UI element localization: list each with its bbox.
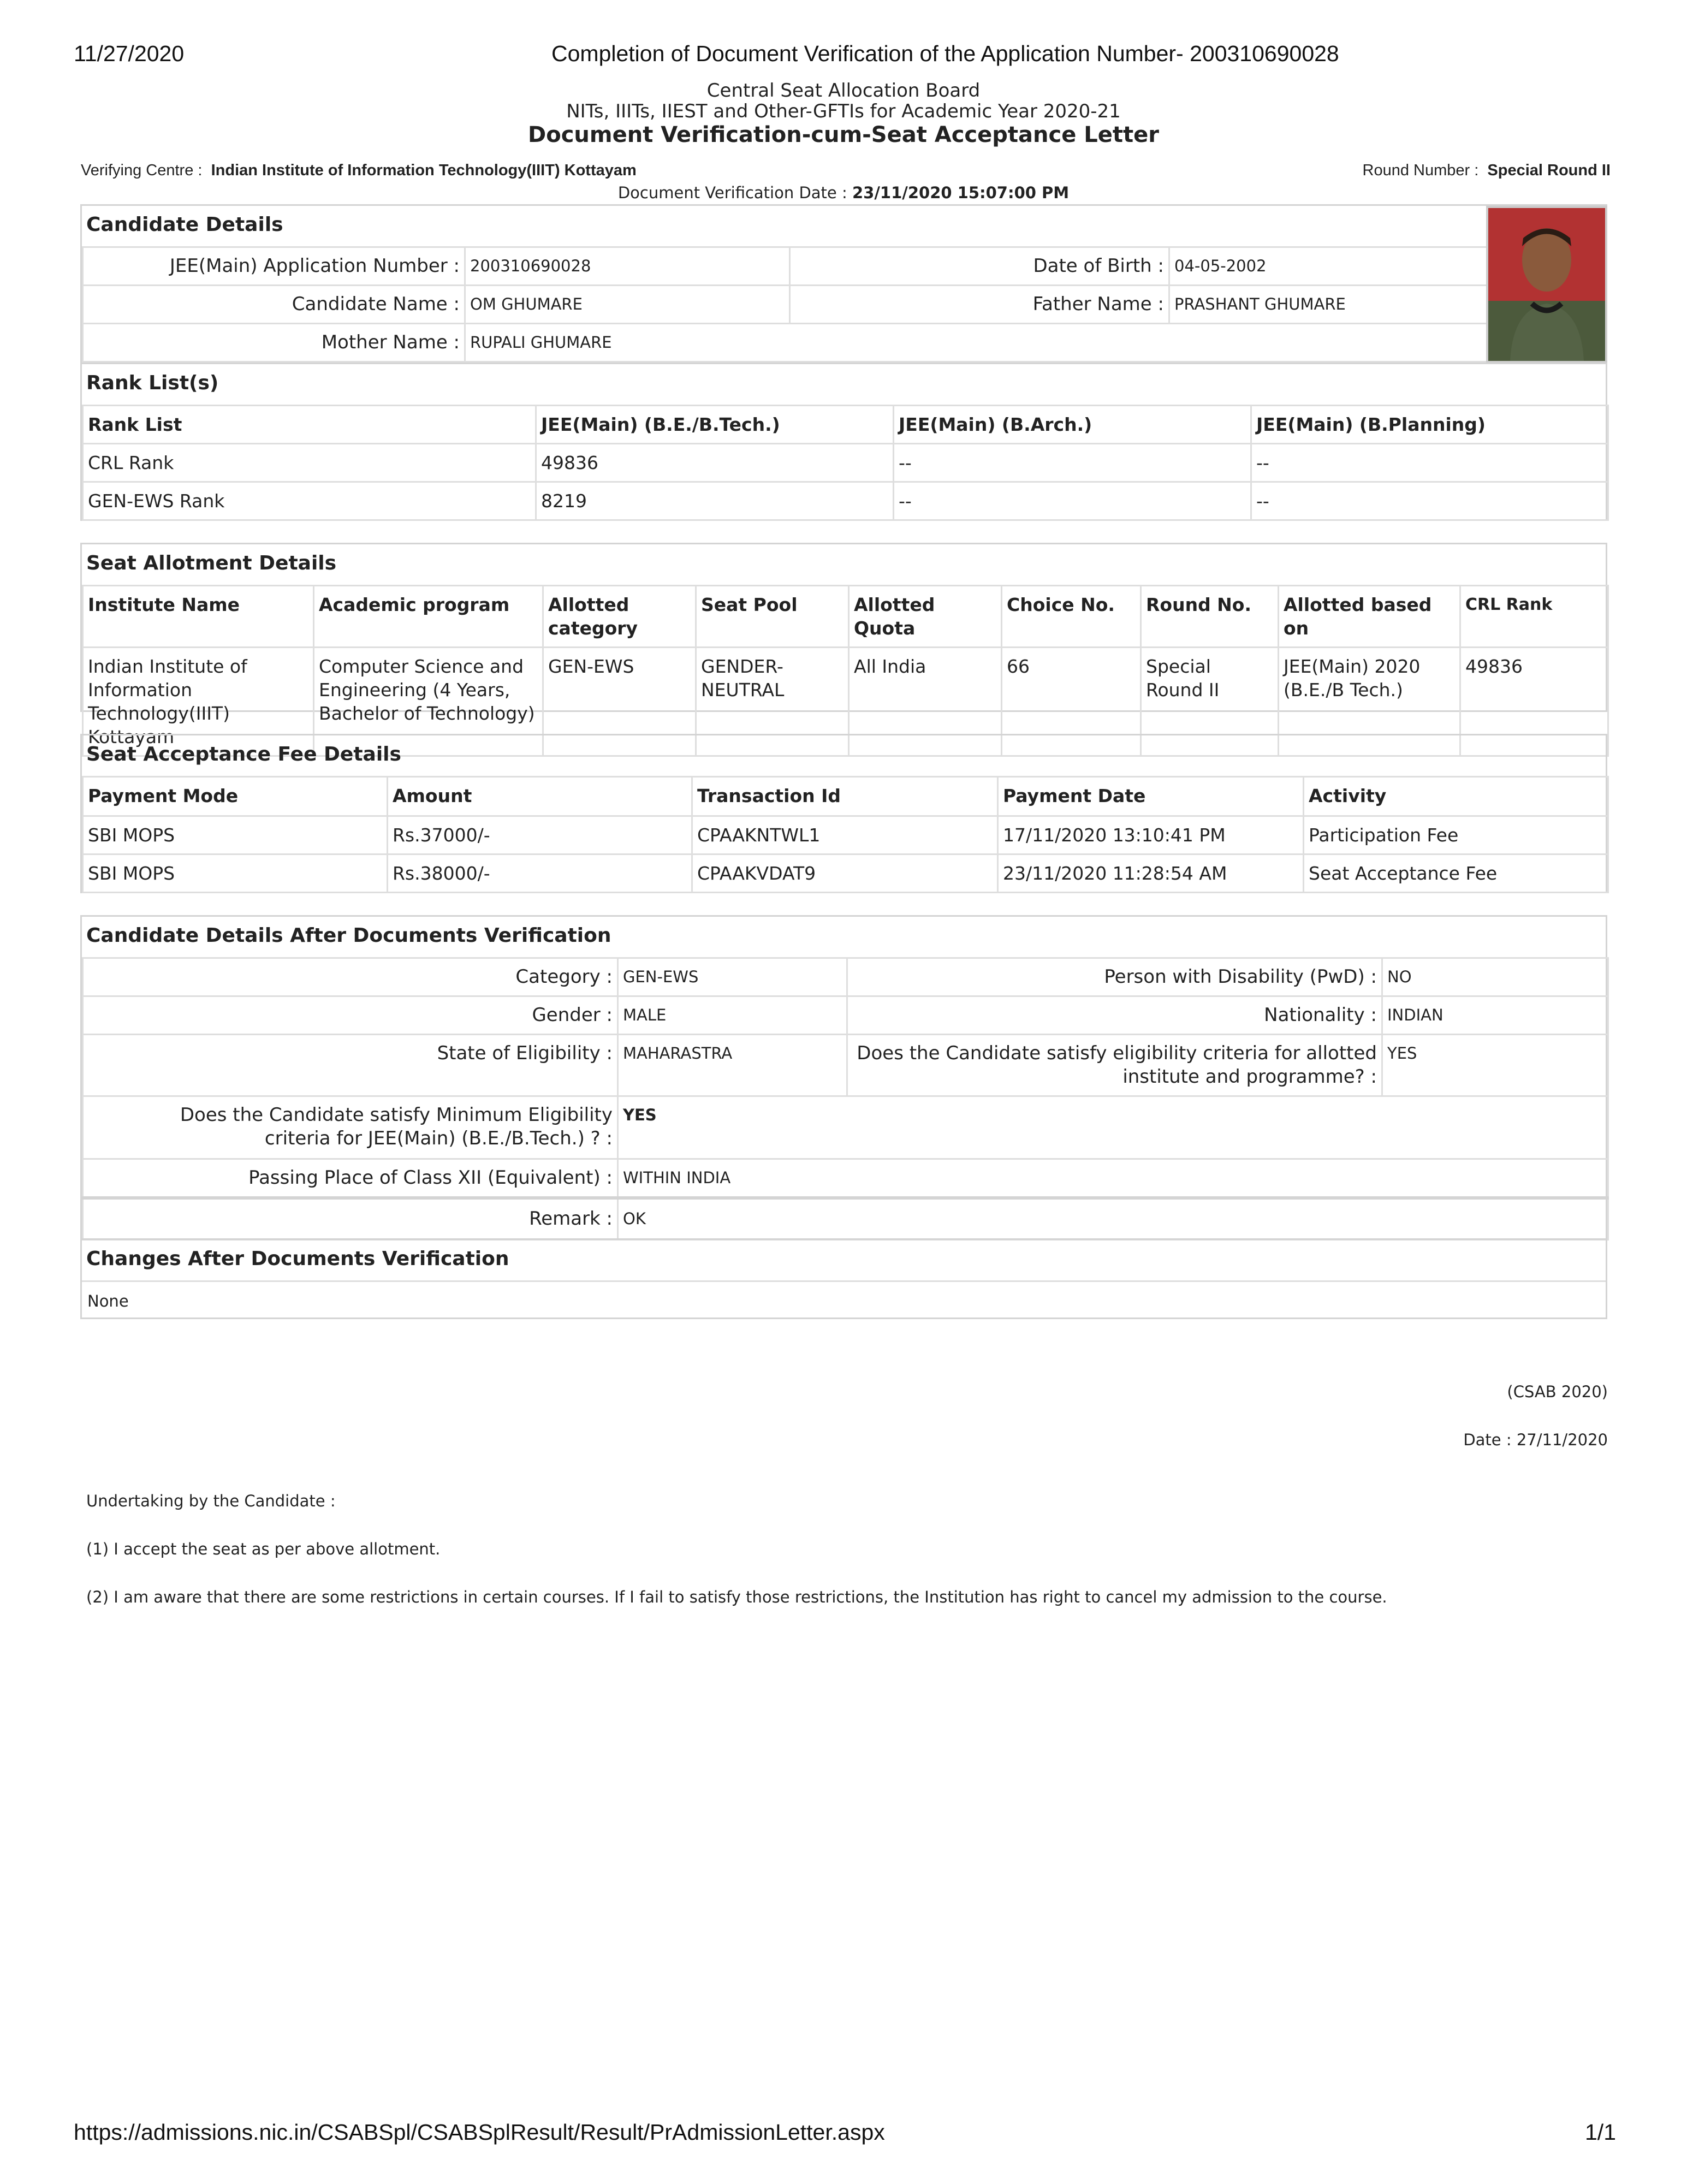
pwd-value: NO	[1382, 958, 1608, 996]
fee-header-activity: Activity	[1304, 777, 1608, 816]
verifying-centre-value: Indian Institute of Information Technology(IIIT) Kottayam	[211, 162, 637, 179]
rank-list-section	[80, 363, 1607, 521]
changes-value: None	[82, 1280, 1606, 1317]
rank-header-barch: JEE(Main) (B.Arch.)	[894, 406, 1251, 444]
mother-name-label: Mother Name :	[83, 324, 465, 362]
seat-header-institute: Institute Name	[83, 586, 314, 648]
nationality-value: INDIAN	[1382, 996, 1608, 1035]
rank-cell: GEN-EWS Rank	[83, 482, 536, 520]
print-page-number: 1/1	[1585, 2120, 1616, 2145]
passing-place-value: WITHIN INDIA	[618, 1159, 1608, 1198]
candidate-details-section	[80, 204, 1607, 363]
letter-title: Document Verification-cum-Seat Acceptance Letter	[528, 122, 1159, 147]
rank-list-title: Rank List(s)	[86, 372, 219, 394]
round-number-label: Round Number :	[1362, 162, 1479, 179]
application-number-value: 200310690028	[465, 247, 790, 286]
candidate-details-title: Candidate Details	[86, 213, 283, 236]
dob-value: 04-05-2002	[1169, 247, 1489, 286]
seat-allotment-section	[80, 543, 1607, 747]
category-label: Category :	[83, 958, 618, 996]
rank-header-bplanning: JEE(Main) (B.Planning)	[1251, 406, 1608, 444]
round-number-value: Special Round II	[1487, 162, 1611, 179]
verification-date-value: 23/11/2020 15:07:00 PM	[852, 183, 1070, 202]
seat-cell-pool: GENDER-NEUTRAL	[696, 648, 849, 756]
candidate-photo	[1486, 206, 1607, 363]
letter-date: Date : 27/11/2020	[1463, 1431, 1608, 1449]
gender-value: MALE	[618, 996, 847, 1035]
table-row	[83, 444, 1608, 482]
verification-date-label: Document Verification Date :	[617, 183, 847, 202]
candidate-name-value: OM GHUMARE	[465, 286, 790, 324]
fee-table	[82, 776, 1609, 893]
seat-cell-category: GEN-EWS	[543, 648, 696, 756]
gender-label: Gender :	[83, 996, 618, 1035]
table-row	[83, 854, 1608, 893]
fee-cell: Rs.37000/-	[388, 816, 692, 854]
passing-place-label: Passing Place of Class XII (Equivalent) :	[83, 1159, 618, 1198]
rank-cell: --	[894, 482, 1251, 520]
rank-cell: 49836	[536, 444, 894, 482]
remark-value: OK	[618, 1198, 1608, 1239]
fee-cell: 17/11/2020 13:10:41 PM	[998, 816, 1304, 854]
seat-header-choice: Choice No.	[1002, 586, 1141, 648]
seat-header-program: Academic program	[314, 586, 543, 648]
fee-cell: SBI MOPS	[83, 854, 388, 893]
rank-cell: CRL Rank	[83, 444, 536, 482]
min-eligibility-value: YES	[618, 1096, 1608, 1159]
fee-header-transaction: Transaction Id	[692, 777, 998, 816]
seat-header-category: Allotted category	[543, 586, 696, 648]
seat-header-crl-rank: CRL Rank	[1460, 586, 1608, 648]
father-name-label: Father Name :	[790, 286, 1169, 324]
seat-cell-choice: 66	[1002, 648, 1141, 756]
state-value: MAHARASTRA	[618, 1035, 847, 1096]
fee-cell: Rs.38000/-	[388, 854, 692, 893]
fee-cell: Seat Acceptance Fee	[1304, 854, 1608, 893]
rank-cell: 8219	[536, 482, 894, 520]
changes-section	[80, 1238, 1607, 1319]
fee-section	[80, 734, 1607, 893]
remark-label: Remark :	[83, 1198, 618, 1239]
seat-header-round: Round No.	[1141, 586, 1279, 648]
print-url: https://admissions.nic.in/CSABSpl/CSABSplResult/Result/PrAdmissionLetter.aspx	[74, 2120, 885, 2145]
fee-cell: Participation Fee	[1304, 816, 1608, 854]
rank-cell: --	[1251, 444, 1608, 482]
table-row	[83, 482, 1608, 520]
category-value: GEN-EWS	[618, 958, 847, 996]
seat-header-pool: Seat Pool	[696, 586, 849, 648]
seat-cell-based-on: JEE(Main) 2020 (B.E./B Tech.)	[1279, 648, 1460, 756]
fee-header-amount: Amount	[388, 777, 692, 816]
eligibility-value: YES	[1382, 1035, 1608, 1096]
fee-cell: SBI MOPS	[83, 816, 388, 854]
rank-cell: --	[1251, 482, 1608, 520]
board-subtitle: NITs, IIITs, IIEST and Other-GFTIs for Academic Year 2020-21	[566, 100, 1121, 122]
verifying-centre	[81, 162, 637, 180]
seat-cell-quota: All India	[849, 648, 1002, 756]
rank-header-list: Rank List	[83, 406, 536, 444]
after-verification-title: Candidate Details After Documents Verification	[86, 924, 611, 947]
undertaking-title: Undertaking by the Candidate :	[86, 1492, 336, 1510]
fee-title: Seat Acceptance Fee Details	[86, 743, 401, 765]
table-row	[83, 816, 1608, 854]
undertaking-point-1: (1) I accept the seat as per above allotment.	[86, 1540, 441, 1558]
board-name: Central Seat Allocation Board	[706, 80, 981, 102]
seat-cell-crl-rank: 49836	[1460, 648, 1608, 756]
rank-cell: --	[894, 444, 1251, 482]
fee-cell: 23/11/2020 11:28:54 AM	[998, 854, 1304, 893]
fee-header-date: Payment Date	[998, 777, 1304, 816]
csab-note: (CSAB 2020)	[1507, 1382, 1608, 1401]
undertaking-point-2: (2) I am aware that there are some restrictions in certain courses. If I fail to satisfy those restrictions, the Institution has right to cancel my admission to the course.	[86, 1588, 1387, 1606]
min-eligibility-label: Does the Candidate satisfy Minimum Eligibility criteria for JEE(Main) (B.E./B.Tech.) ? :	[83, 1096, 618, 1159]
seat-allotment-table	[82, 585, 1609, 757]
fee-cell: CPAAKVDAT9	[692, 854, 998, 893]
candidate-details-table	[82, 246, 1489, 363]
dob-label: Date of Birth :	[790, 247, 1169, 286]
seat-header-quota: Allotted Quota	[849, 586, 1002, 648]
seat-cell-round: Special Round II	[1141, 648, 1279, 756]
nationality-label: Nationality :	[847, 996, 1382, 1035]
fee-header-mode: Payment Mode	[83, 777, 388, 816]
eligibility-label: Does the Candidate satisfy eligibility criteria for allotted institute and programme? :	[847, 1035, 1382, 1096]
seat-allotment-title: Seat Allotment Details	[86, 552, 337, 574]
state-label: State of Eligibility :	[83, 1035, 618, 1096]
seat-cell-institute: Indian Institute of Information Technology(IIIT) Kottayam	[83, 648, 314, 756]
after-verification-table	[82, 957, 1609, 1241]
print-title: Completion of Document Verification of the Application Number- 200310690028	[551, 41, 1339, 66]
print-date: 11/27/2020	[74, 41, 185, 66]
fee-cell: CPAAKNTWL1	[692, 816, 998, 854]
candidate-name-label: Candidate Name :	[83, 286, 465, 324]
round-number	[1363, 162, 1611, 180]
seat-cell-program: Computer Science and Engineering (4 Years, Bachelor of Technology)	[314, 648, 543, 756]
mother-name-value: RUPALI GHUMARE	[465, 324, 1489, 362]
application-number-label: JEE(Main) Application Number :	[83, 247, 465, 286]
father-name-value: PRASHANT GHUMARE	[1169, 286, 1489, 324]
candidate-photo-image	[1488, 208, 1605, 361]
rank-list-table	[82, 405, 1609, 521]
verifying-centre-label: Verifying Centre :	[81, 162, 203, 179]
seat-header-based-on: Allotted based on	[1279, 586, 1460, 648]
changes-title: Changes After Documents Verification	[86, 1248, 509, 1270]
verification-date	[0, 183, 1687, 202]
pwd-label: Person with Disability (PwD) :	[847, 958, 1382, 996]
rank-header-btech: JEE(Main) (B.E./B.Tech.)	[536, 406, 894, 444]
